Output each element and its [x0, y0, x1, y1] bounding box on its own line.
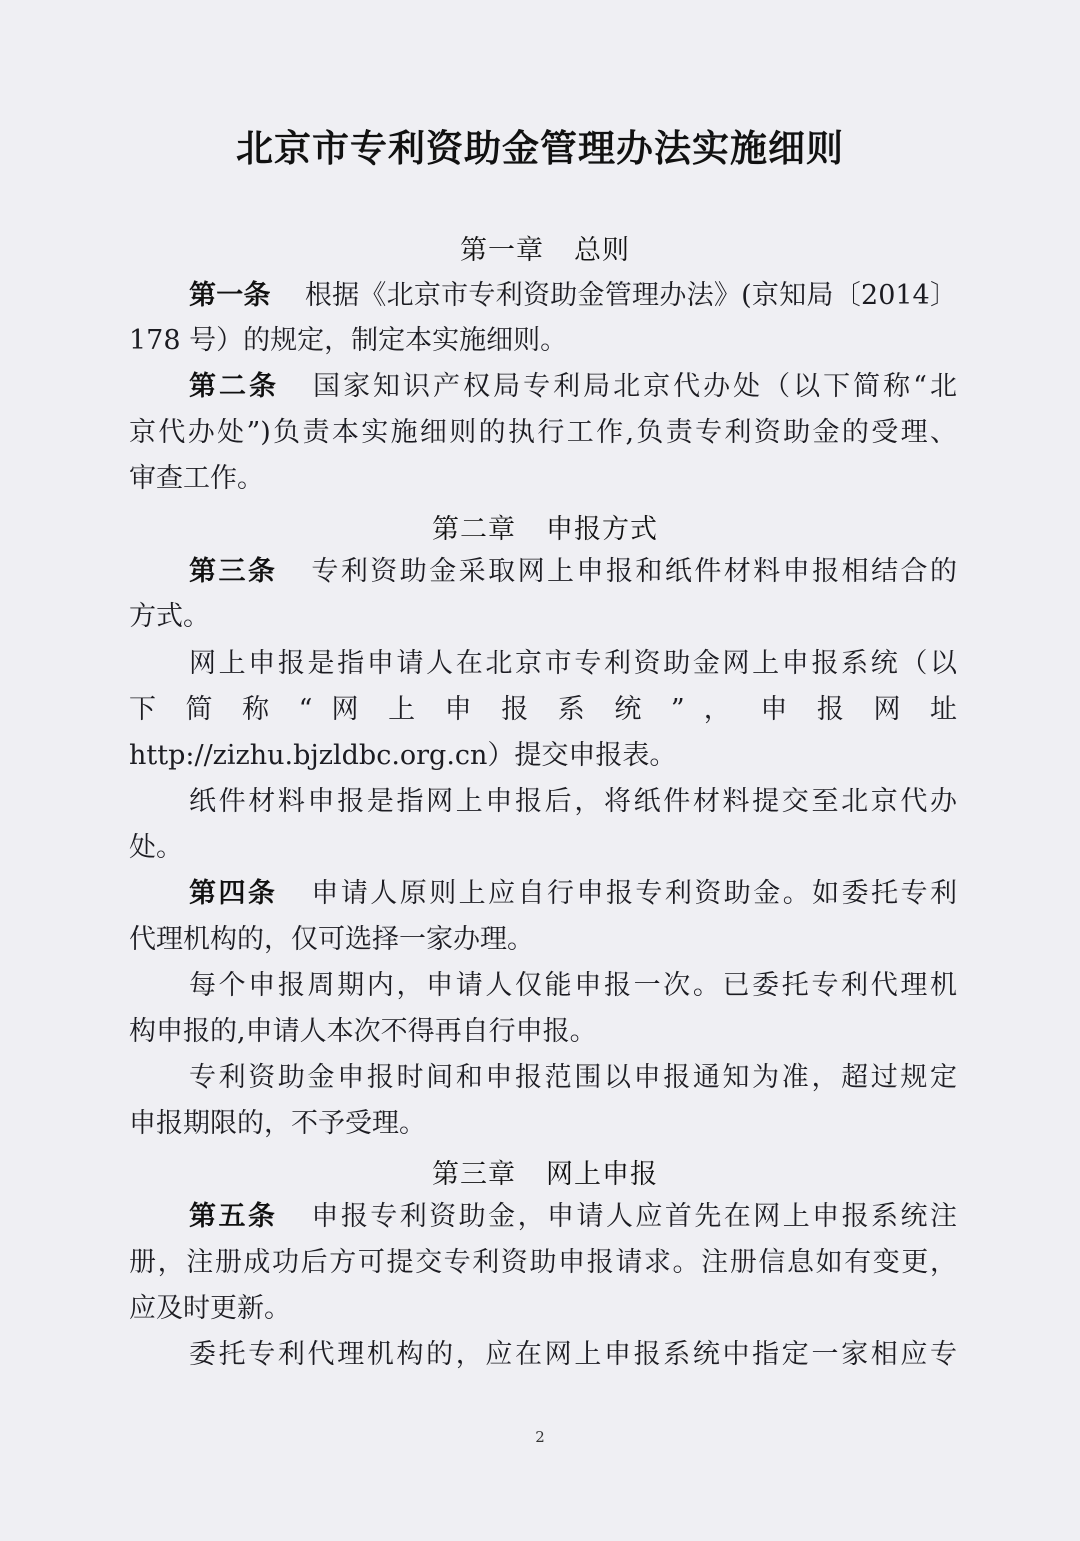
article-3-para-2-line-2: 下 简 称 “ 网 上 申 报 系 统 ” ， 申 报 网 址 [129, 694, 957, 725]
chapter-number: 第二章 [432, 514, 516, 545]
article-4-para-3-line-2: 申报期限的，不予受理。 [129, 1108, 426, 1139]
article-4-line-2: 代理机构的，仅可选择一家办理。 [129, 924, 534, 955]
article-5-para-2-line-1: 委托专利代理机构的，应在网上申报系统中指定一家相应专 [189, 1339, 957, 1370]
article-2-line-1 [189, 370, 957, 404]
chapter-number: 第三章 [432, 1159, 516, 1190]
article-label: 第二条 [189, 371, 280, 402]
article-3-para-3-line-1: 纸件材料申报是指网上申报后，将纸件材料提交至北京代办 [189, 786, 957, 817]
article-3-para-2-line-3: http://zizhu.bjzldbc.org.cn）提交申报表。 [129, 740, 677, 771]
article-text: 专利资助金采取网上申报和纸件材料申报相结合的 [311, 556, 957, 587]
article-label: 第五条 [189, 1201, 278, 1232]
article-text: 申请人原则上应自行申报专利资助金。如委托专利 [311, 878, 957, 909]
article-label: 第四条 [189, 878, 278, 909]
article-label: 第一条 [189, 280, 271, 311]
article-text: 根据《北京市专利资助金管理办法》(京知局〔2014〕 [304, 280, 957, 311]
article-5-line-2: 册，注册成功后方可提交专利资助申报请求。注册信息如有变更， [129, 1247, 957, 1278]
article-5-line-3: 应及时更新。 [129, 1293, 291, 1324]
article-2-line-3: 审查工作。 [129, 463, 264, 494]
chapter-number: 第一章 [460, 235, 544, 266]
article-2-line-2: 京代办处”)负责本实施细则的执行工作,负责专利资助金的受理、 [129, 417, 957, 448]
document-title: 北京市专利资助金管理办法实施细则 [236, 127, 844, 170]
article-1-line-1 [189, 279, 957, 313]
page-number: 2 [535, 1428, 545, 1446]
article-3-line-2: 方式。 [129, 601, 210, 632]
article-3-para-3-line-2: 处。 [129, 832, 183, 863]
article-4-para-2-line-2: 构申报的,申请人本次不得再自行申报。 [129, 1016, 597, 1047]
article-4-para-3-line-1: 专利资助金申报时间和申报范围以申报通知为准，超过规定 [189, 1062, 957, 1093]
article-3-para-2-line-1: 网上申报是指申请人在北京市专利资助金网上申报系统（以 [189, 648, 957, 679]
article-4-line-1 [189, 877, 957, 911]
chapter-name: 总则 [574, 235, 630, 266]
article-1-line-2: 178 号）的规定，制定本实施细则。 [129, 325, 568, 356]
chapter-name: 申报方式 [546, 514, 658, 545]
article-text: 国家知识产权局专利局北京代办处（以下简称“北 [313, 371, 957, 402]
article-text: 申报专利资助金，申请人应首先在网上申报系统注 [311, 1201, 957, 1232]
article-3-line-1 [189, 555, 957, 589]
chapter-heading-3 [0, 1152, 1080, 1191]
article-5-line-1 [189, 1200, 957, 1234]
chapter-name: 网上申报 [546, 1159, 658, 1190]
article-label: 第三条 [189, 556, 278, 587]
chapter-heading-1 [0, 228, 1080, 267]
article-4-para-2-line-1: 每个申报周期内，申请人仅能申报一次。已委托专利代理机 [189, 970, 957, 1001]
chapter-heading-2 [0, 507, 1080, 546]
